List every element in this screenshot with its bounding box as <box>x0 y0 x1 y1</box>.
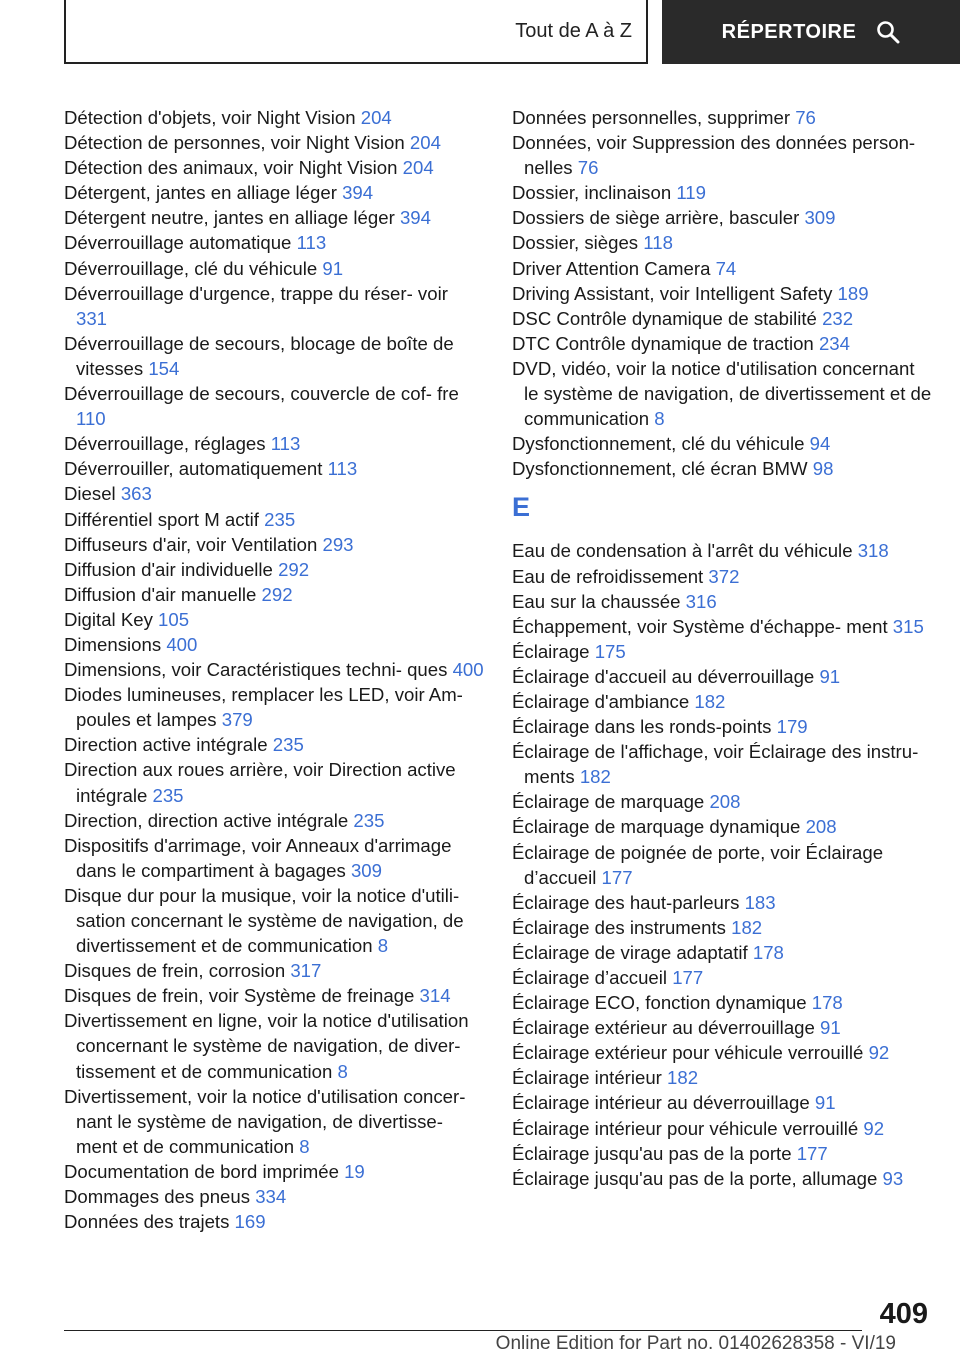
page-link[interactable]: 8 <box>654 408 665 430</box>
index-entry-text: Dommages des pneus <box>64 1186 251 1208</box>
page-link[interactable]: 204 <box>360 107 392 128</box>
index-entry-text: Éclairage intérieur <box>512 1067 662 1089</box>
index-entry <box>64 130 484 155</box>
index-entry-text: Éclairage de l'affichage, voir Éclairage des instru‐ ments <box>512 741 919 788</box>
index-entry-text: Éclairage <box>512 640 590 662</box>
index-entry <box>64 808 484 833</box>
index-entry <box>512 589 932 614</box>
index-entry <box>64 431 484 456</box>
index-entry <box>512 915 932 940</box>
index-entry <box>512 331 932 356</box>
index-entry-text: Dimensions <box>64 633 162 655</box>
page-link[interactable]: 314 <box>419 985 451 1007</box>
page-link[interactable]: 189 <box>837 282 869 304</box>
index-entry-text: Digital Key <box>64 608 153 630</box>
index-entry-text: Dossier, sièges <box>512 232 639 254</box>
index-entry <box>512 840 932 890</box>
index-entry <box>512 739 932 789</box>
index-entry <box>64 456 484 481</box>
index-entry <box>64 1184 484 1209</box>
index-entry-text: Driver Attention Camera <box>512 257 711 279</box>
index-entry <box>512 356 932 431</box>
page-link[interactable]: 394 <box>399 207 431 229</box>
page-link[interactable]: 235 <box>353 809 385 831</box>
index-entry-text: Détection des animaux, voir Night Vision <box>64 157 398 179</box>
index-entry-text: Détection de personnes, voir Night Vision <box>64 132 405 154</box>
index-entry <box>64 105 484 130</box>
index-entry-text: Dossiers de siège arrière, basculer <box>512 207 800 229</box>
index-entry <box>512 1141 932 1166</box>
index-entry-text: Éclairage extérieur pour véhicule verrouillé <box>512 1042 864 1064</box>
index-entry <box>512 689 932 714</box>
index-entry <box>512 1090 932 1115</box>
page-link[interactable]: 363 <box>120 483 152 505</box>
index-entry <box>512 890 932 915</box>
index-entry <box>512 664 932 689</box>
page-link[interactable]: 316 <box>685 590 717 612</box>
index-entry <box>512 205 932 230</box>
index-entry-text: Éclairage dans les ronds-points <box>512 716 772 738</box>
index-entry-text: Direction, direction active intégrale <box>64 809 349 831</box>
page-link[interactable]: 113 <box>270 433 301 455</box>
page-link[interactable]: 169 <box>234 1211 266 1233</box>
page-link[interactable]: 293 <box>322 533 354 555</box>
page-link[interactable]: 8 <box>377 935 389 957</box>
index-entry <box>512 965 932 990</box>
section-letter: E <box>512 492 531 523</box>
index-entry <box>64 155 484 180</box>
index-entry <box>512 814 932 839</box>
index-entry-text: Diffusion d'air individuelle <box>64 558 273 580</box>
page-link[interactable]: 91 <box>814 1092 836 1114</box>
index-entry-text: Données, voir Suppression des données person‐ nelles <box>512 132 916 179</box>
page-link[interactable]: 74 <box>715 257 737 279</box>
index-entry-text: Dysfonctionnement, clé du véhicule <box>512 433 805 455</box>
index-entry <box>512 639 932 664</box>
index-entry-text: Détection d'objets, voir Night Vision <box>64 107 356 128</box>
index-entry-text: Eau de condensation à l'arrêt du véhicule <box>512 540 853 562</box>
index-entry-text: Documentation de bord imprimée <box>64 1160 339 1182</box>
index-entry-text: Direction aux roues arrière, voir Direction active intégrale <box>64 759 456 806</box>
index-entry <box>64 883 484 958</box>
index-entry-text: Disques de frein, corrosion <box>64 960 286 982</box>
page-link[interactable]: 204 <box>402 157 434 179</box>
index-column-left <box>64 105 484 1234</box>
page-link[interactable]: 76 <box>795 107 816 128</box>
index-entry-text: Éclairage intérieur pour véhicule verrouillé <box>512 1117 859 1139</box>
page-link[interactable]: 208 <box>805 816 837 838</box>
index-entry <box>512 538 932 563</box>
index-entry-text: Divertissement, voir la notice d'utilisation concer‐ nant le système de navigation, de divertisse‐ ment et de communication <box>64 1085 466 1157</box>
index-entry <box>64 833 484 883</box>
index-entry-text: Diffuseurs d'air, voir Ventilation <box>64 533 318 555</box>
page-link[interactable]: 400 <box>452 659 484 681</box>
page-link[interactable]: 372 <box>708 565 740 587</box>
index-entry-text: DTC Contrôle dynamique de traction <box>512 332 814 354</box>
index-entry <box>512 105 932 130</box>
page-link[interactable]: 232 <box>822 307 854 329</box>
page-link[interactable]: 177 <box>672 967 704 988</box>
page-link[interactable]: 234 <box>818 332 850 354</box>
index-group-d <box>512 105 932 481</box>
search-icon[interactable] <box>876 20 900 44</box>
page-link[interactable]: 235 <box>264 508 296 530</box>
page-link[interactable]: 315 <box>892 615 924 637</box>
page-link[interactable]: 317 <box>290 960 322 982</box>
page-link[interactable]: 318 <box>857 540 889 562</box>
index-entry <box>64 732 484 757</box>
page-link[interactable]: 177 <box>601 866 633 888</box>
index-entry <box>512 940 932 965</box>
page-link[interactable]: 76 <box>577 157 599 179</box>
page-link[interactable]: 182 <box>731 916 763 938</box>
index-column-right <box>512 105 932 1191</box>
index-entry <box>64 180 484 205</box>
index-entry-text: Éclairage d'accueil au déverrouillage <box>512 665 815 687</box>
index-entry <box>64 507 484 532</box>
page-link[interactable]: 110 <box>76 408 106 430</box>
index-entry <box>64 381 484 431</box>
page-link[interactable]: 91 <box>322 257 344 279</box>
index-entry-text: Éclairage jusqu'au pas de la porte, allumage <box>512 1167 878 1189</box>
index-entry-text: DSC Contrôle dynamique de stabilité <box>512 307 817 329</box>
tab-index[interactable] <box>662 0 960 64</box>
index-entry-text: Détergent neutre, jantes en alliage léger <box>64 207 395 229</box>
page-link[interactable]: 309 <box>350 859 382 881</box>
index-entry-text: DVD, vidéo, voir la notice d'utilisation concernant le système de navigation, de divertissement et de communication <box>512 357 932 430</box>
page-link[interactable]: 118 <box>643 232 673 254</box>
page-link[interactable]: 92 <box>863 1117 885 1139</box>
page-link[interactable]: 94 <box>809 433 831 455</box>
page-link[interactable]: 92 <box>868 1042 890 1064</box>
index-entry-text: Éclairage de poignée de porte, voir Éclairage d’accueil <box>512 841 884 888</box>
page-link[interactable]: 119 <box>676 182 706 204</box>
tab-a-to-z-label: Tout de A à Z <box>515 19 632 42</box>
page-link[interactable]: 331 <box>76 307 108 329</box>
page-number: 409 <box>879 1298 928 1330</box>
page-link[interactable]: 175 <box>594 640 626 662</box>
footer-edition: Online Edition for Part no. 01402628358 - VI/19 <box>495 1333 896 1354</box>
index-entry-text: Déverrouillage d'urgence, trappe du réser‐ voir <box>64 282 448 304</box>
page-link[interactable]: 179 <box>776 716 808 738</box>
index-entry <box>512 456 932 481</box>
index-entry-text: Éclairage ECO, fonction dynamique <box>512 992 807 1014</box>
index-entry <box>64 331 484 381</box>
index-entry <box>512 714 932 739</box>
page-link[interactable]: 178 <box>811 992 843 1014</box>
index-entry-text: Éclairage d'ambiance <box>512 690 690 712</box>
index-entry-text: Eau de refroidissement <box>512 565 704 587</box>
index-entry <box>512 990 932 1015</box>
index-entry <box>64 205 484 230</box>
page-link[interactable]: 93 <box>882 1167 904 1189</box>
index-entry <box>64 958 484 983</box>
index-entry-text: Divertissement en ligne, voir la notice d'utilisation concernant le système de navigation, de diver‐ tissement et de communication <box>64 1010 469 1082</box>
index-group-e <box>512 538 932 1190</box>
index-entry-text: Déverrouiller, automatiquement <box>64 458 323 480</box>
page-link[interactable]: 91 <box>820 1017 841 1039</box>
page-link[interactable]: 394 <box>342 182 374 204</box>
index-entry <box>64 256 484 281</box>
page-link[interactable]: 182 <box>667 1067 699 1089</box>
page-link[interactable]: 204 <box>409 132 441 154</box>
page-link[interactable]: 208 <box>709 791 741 813</box>
index-entry-text: Dispositifs d'arrimage, voir Anneaux d'arrimage dans le compartiment à bagages <box>64 834 452 881</box>
index-entry <box>64 1159 484 1184</box>
page-link[interactable]: 292 <box>261 583 293 605</box>
index-entry-text: Diesel <box>64 483 116 505</box>
page-link[interactable]: 113 <box>327 458 358 480</box>
index-entry-text: Dossier, inclinaison <box>512 182 672 204</box>
index-entry <box>512 230 932 255</box>
index-entry <box>512 130 932 180</box>
index-entry-text: Éclairage extérieur au déverrouillage <box>512 1017 815 1039</box>
index-entry <box>512 180 932 205</box>
page-link[interactable]: 91 <box>819 665 841 687</box>
page-link[interactable]: 177 <box>796 1142 828 1164</box>
page-link[interactable]: 379 <box>221 709 253 731</box>
index-entry-text: Éclairage des instruments <box>512 916 726 938</box>
index-entry <box>64 657 484 682</box>
index-entry <box>64 1008 484 1083</box>
page-link[interactable]: 400 <box>166 633 198 655</box>
index-entry-text: Déverrouillage, réglages <box>64 433 266 455</box>
index-entry-text: Direction active intégrale <box>64 734 268 756</box>
index-entry-text: Déverrouillage de secours, couvercle de cof‐ fre <box>64 383 459 405</box>
index-entry-text: Éclairage de virage adaptatif <box>512 941 748 963</box>
index-entry-text: Disques de frein, voir Système de freinage <box>64 985 415 1007</box>
page-link[interactable]: 182 <box>694 690 726 712</box>
footer-divider <box>64 1330 862 1331</box>
index-entry-text: Driving Assistant, voir Intelligent Safety <box>512 282 833 304</box>
index-entry <box>512 1116 932 1141</box>
index-entry-text: Données des trajets <box>64 1211 230 1233</box>
index-entry-text: Éclairage des haut-parleurs <box>512 891 740 913</box>
index-entry-text: Éclairage intérieur au déverrouillage <box>512 1092 810 1114</box>
index-entry-text: Déverrouillage, clé du véhicule <box>64 257 318 279</box>
index-entry <box>64 481 484 506</box>
index-entry <box>512 281 932 306</box>
index-entry <box>512 431 932 456</box>
index-entry <box>64 757 484 807</box>
tab-a-to-z[interactable] <box>64 0 648 64</box>
index-entry <box>64 582 484 607</box>
index-entry-text: Déverrouillage de secours, blocage de boîte de vitesses <box>64 332 454 379</box>
index-entry <box>512 614 932 639</box>
index-entry-text: Éclairage jusqu'au pas de la porte <box>512 1142 792 1164</box>
index-entry-text: Éclairage de marquage dynamique <box>512 816 801 838</box>
page-link[interactable]: 334 <box>255 1186 287 1208</box>
index-entry <box>64 607 484 632</box>
page-link[interactable]: 105 <box>158 608 190 630</box>
index-entry <box>512 1166 932 1191</box>
index-entry-text: Diffusion d'air manuelle <box>64 583 257 605</box>
index-entry <box>64 682 484 732</box>
index-entry-text: Données personnelles, supprimer <box>512 107 791 128</box>
page-link[interactable]: 183 <box>744 891 776 913</box>
index-entry-text: Dysfonctionnement, clé écran BMW <box>512 458 808 480</box>
index-entry-text: Déverrouillage automatique <box>64 232 292 254</box>
index-entry-text: Diodes lumineuses, remplacer les LED, voir Am‐ poules et lampes <box>64 684 463 731</box>
index-entry <box>64 1209 484 1234</box>
index-entry <box>64 281 484 331</box>
index-entry <box>512 789 932 814</box>
index-entry-text: Échappement, voir Système d'échappe‐ ment <box>512 615 888 637</box>
index-entry <box>64 1084 484 1159</box>
page-link[interactable]: 292 <box>278 558 310 580</box>
page-link[interactable]: 235 <box>152 784 184 806</box>
page-link[interactable]: 182 <box>579 766 611 788</box>
index-entry <box>64 557 484 582</box>
index-entry <box>64 532 484 557</box>
index-entry <box>512 1015 932 1040</box>
index-entry-text: Eau sur la chaussée <box>512 590 681 612</box>
index-entry <box>64 983 484 1008</box>
index-entry <box>512 1065 932 1090</box>
page-link[interactable]: 8 <box>337 1060 348 1082</box>
index-entry <box>64 230 484 255</box>
page-link[interactable]: 19 <box>344 1160 365 1182</box>
index-entry <box>512 306 932 331</box>
index-entry <box>64 632 484 657</box>
index-entry-text: Dimensions, voir Caractéristiques techni‐ ques <box>64 659 448 681</box>
page-link[interactable]: 235 <box>272 734 304 756</box>
index-entry-text: Différentiel sport M actif <box>64 508 259 530</box>
index-entry-text: Éclairage d’accueil <box>512 967 668 988</box>
page-link[interactable]: 98 <box>812 458 834 480</box>
page-link[interactable]: 113 <box>296 232 327 254</box>
page-link[interactable]: 8 <box>299 1135 310 1157</box>
index-entry-text: Détergent, jantes en alliage léger <box>64 182 337 204</box>
index-entry <box>512 564 932 589</box>
index-entry <box>512 1040 932 1065</box>
tab-index-label: RÉPERTOIRE <box>721 20 857 43</box>
index-entry-text: Éclairage de marquage <box>512 791 705 813</box>
index-entry-text: Disque dur pour la musique, voir la notice d'utili‐ sation concernant le système de navigation, de divertissement et de communication <box>64 884 464 957</box>
page-link[interactable]: 154 <box>148 357 180 379</box>
page-link[interactable]: 309 <box>804 207 836 229</box>
index-entry <box>512 256 932 281</box>
page-link[interactable]: 178 <box>752 941 784 963</box>
